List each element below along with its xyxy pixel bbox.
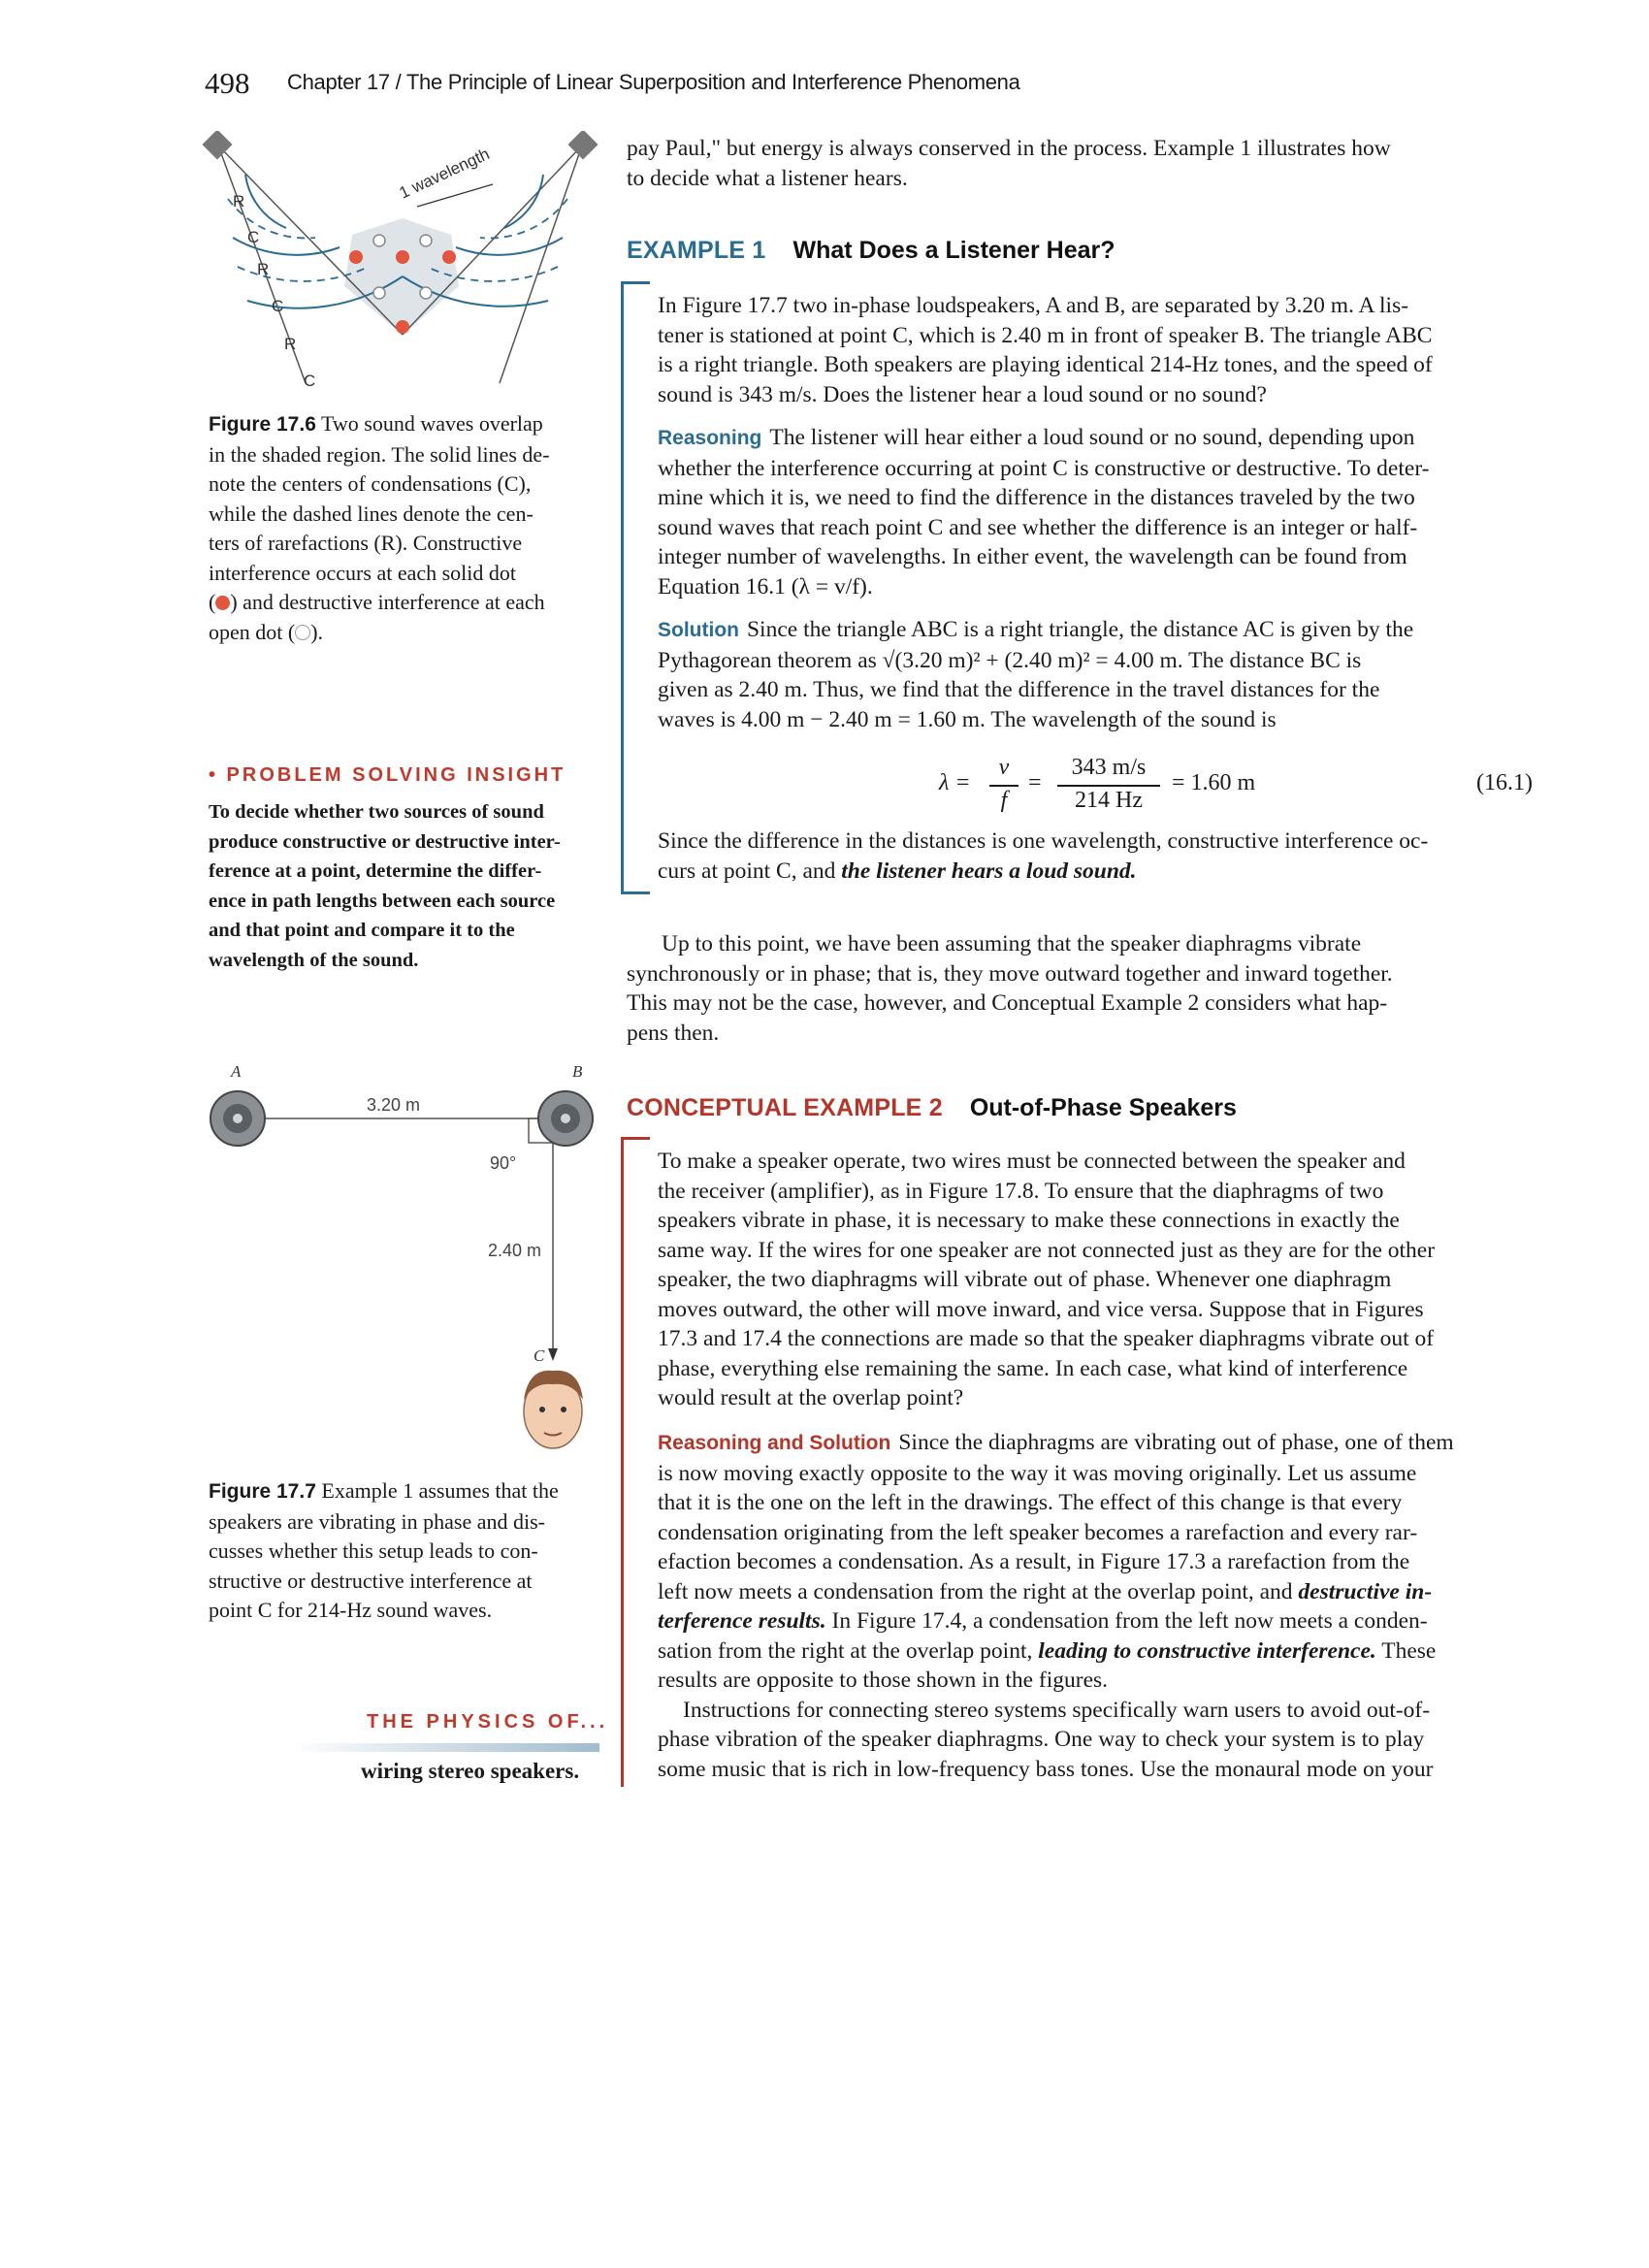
insight-line: ence in path lengths between each source — [209, 890, 556, 912]
caption-line: ) and destructive interference at each — [230, 590, 545, 614]
example2-rule-top — [621, 1137, 650, 1140]
text-line: some music that is rich in low-frequency bass tones. Use the monaural mode on your — [658, 1756, 1434, 1782]
label-c3: C — [304, 372, 316, 390]
text-line: pens then. — [627, 1020, 720, 1046]
eq-frac1-bar — [989, 785, 1018, 787]
label-r1: R — [233, 192, 245, 211]
speaker-b-icon — [538, 1091, 593, 1146]
text-line: phase, everything else remaining the same. In each case, what kind of interference — [658, 1355, 1408, 1381]
text-line: 17.3 and 17.4 the connections are made so that the speaker diaphragms vibrate out of — [658, 1326, 1435, 1351]
insight-line: ference at a point, determine the differ- — [209, 860, 542, 882]
example1-rule-top — [621, 281, 650, 284]
eq-lhs: λ = — [939, 770, 971, 795]
example2-label: CONCEPTUAL EXAMPLE 2 — [627, 1094, 943, 1121]
right-boundary — [500, 146, 582, 383]
insight-line: wavelength of the sound. — [209, 949, 419, 971]
text-line: Since the difference in the distances is one wavelength, constructive interference oc- — [658, 828, 1429, 854]
example1-problem — [658, 291, 1533, 409]
listener-face-icon — [524, 1371, 583, 1448]
insight-heading: • PROBLEM SOLVING INSIGHT — [209, 764, 566, 786]
equation-16-1 — [658, 751, 1533, 821]
text-line: phase vibration of the speaker diaphragms. One way to check your system is to play — [658, 1727, 1425, 1752]
eq-frac1-den: f — [1000, 788, 1008, 813]
text-line: synchronously or in phase; that is, they move outward together and inward together. — [627, 960, 1393, 987]
running-head: Chapter 17 / The Principle of Linear Superposition and Interference Phenomena — [287, 70, 1020, 94]
insight-line: To decide whether two sources of sound — [209, 801, 544, 823]
text-line: condensation originating from the left speaker becomes a rarefaction and every rar- — [658, 1519, 1418, 1545]
caption-end: ). — [310, 619, 324, 644]
caption-line: ters of rarefactions (R). Constructive — [209, 531, 523, 555]
text-line: These — [1381, 1637, 1437, 1664]
label-bc: 2.40 m — [488, 1241, 542, 1260]
text-line: sound is 343 m/s. Does the listener hear a loud sound or no sound? — [658, 381, 1267, 407]
eq-frac1-num: v — [998, 755, 1010, 780]
caption-line: point C for 214-Hz sound waves. — [209, 1598, 493, 1622]
text-line: The listener will hear either a loud sound or no sound, depending upon — [769, 425, 1415, 450]
text-line: the receiver (amplifier), as in Figure 17.8. To ensure that the diaphragms of two — [658, 1178, 1384, 1204]
label-r3: R — [284, 335, 297, 353]
eq-frac2-num: 343 m/s — [1071, 755, 1147, 780]
arrow-head — [548, 1348, 558, 1361]
text-line: sound waves that reach point C and see whether the difference is an integer or half- — [658, 514, 1418, 540]
text-line: In Figure 17.4, a condensation from the left now meets a conden- — [831, 1608, 1428, 1634]
text-line: efaction becomes a condensation. As a result, in Figure 17.3 a rarefaction from the — [658, 1549, 1410, 1574]
text-line: sation from the right at the overlap point, — [658, 1637, 1033, 1664]
speaker-a-icon — [210, 1091, 265, 1146]
text-line: In Figure 17.7 two in-phase loudspeakers, A and B, are separated by 3.20 m. A lis- — [658, 293, 1409, 318]
label-c1: C — [247, 228, 260, 246]
text-line: Up to this point, we have been assuming that the speaker diaphragms vibrate — [662, 931, 1362, 956]
label-ab: 3.20 m — [367, 1095, 421, 1115]
example1-heading — [627, 237, 1116, 265]
eq-result: = 1.60 m — [1172, 770, 1256, 795]
example1-solution — [658, 615, 1533, 734]
caption-line: while the dashed lines denote the cen- — [209, 501, 534, 526]
label-angle: 90° — [490, 1153, 517, 1173]
open-dot-icon — [295, 625, 310, 640]
insight-body — [209, 797, 597, 975]
example1-reasoning — [658, 423, 1533, 601]
text-line: results are opposite to those shown in the figures. — [658, 1668, 1109, 1693]
text-line: terference results. — [658, 1608, 826, 1634]
text-line: speakers vibrate in phase, it is necessary to make these connections in exactly the — [658, 1208, 1400, 1233]
example2-title: Out-of-Phase Speakers — [969, 1094, 1237, 1121]
text-line: Since the diaphragms are vibrating out of phase, one of them — [898, 1430, 1454, 1455]
caption-line: open dot ( — [209, 619, 296, 644]
reasoning-solution-label: Reasoning and Solution — [658, 1432, 891, 1454]
text-line: is now moving exactly opposite to the way it was moving originally. Let us assume — [658, 1460, 1417, 1486]
insight-line: and that point and compare it to the — [209, 920, 515, 941]
caption-line: note the centers of condensations (C), — [209, 471, 532, 496]
text-line: integer number of wavelengths. In either event, the wavelength can be found from — [658, 544, 1407, 569]
label-b: B — [572, 1062, 583, 1081]
insight-line: produce constructive or destructive inter- — [209, 830, 561, 853]
text-line: waves is 4.00 m − 2.40 m = 1.60 m. The wavelength of the sound is — [658, 706, 1277, 732]
caption-line: cusses whether this setup leads to con- — [209, 1539, 538, 1563]
emphasis-constructive: leading to constructive interference. — [1038, 1637, 1376, 1664]
text-line: moves outward, the other will move inward, and vice versa. Suppose that in Figures — [658, 1296, 1424, 1322]
caption-line: interference occurs at each solid dot — [209, 560, 517, 585]
eq-equals: = — [1028, 770, 1042, 795]
figure-17-7 — [199, 1053, 606, 1460]
label-c: C — [534, 1346, 545, 1365]
text-line: speaker, the two diaphragms will vibrate out of phase. Whenever one diaphragm — [658, 1267, 1392, 1292]
label-r2: R — [257, 260, 270, 278]
example2-reasoning-solution — [658, 1428, 1533, 1784]
text-line: would result at the overlap point? — [658, 1385, 964, 1410]
text-line: mine which it is, we need to find the difference in the distances traveled by the two — [658, 485, 1415, 510]
label-a: A — [231, 1062, 242, 1081]
caption-label: Figure 17.6 — [209, 413, 316, 436]
text-line: whether the interference occurring at point C is constructive or destructive. To deter- — [658, 455, 1430, 481]
example1-label: EXAMPLE 1 — [627, 237, 766, 264]
reasoning-label: Reasoning — [658, 427, 762, 449]
figure-17-6 — [199, 131, 606, 403]
conclusion-emphasis: the listener hears a loud sound. — [841, 858, 1137, 884]
text-line: Equation 16.1 (λ = v/f). — [658, 573, 873, 599]
text-line: that it is the one on the left in the drawings. The effect of this change is that every — [658, 1490, 1403, 1515]
text-line: Pythagorean theorem as √(3.20 m)² + (2.40 m)² = 4.00 m. The distance BC is — [658, 647, 1362, 673]
wavelength-label: 1 wavelength — [396, 145, 493, 203]
eq-frac2-bar — [1057, 785, 1160, 787]
text-line: Instructions for connecting stereo systems specifically warn users to avoid out-of- — [683, 1697, 1431, 1723]
example2-rule — [621, 1137, 624, 1787]
text-line: left now meets a condensation from the right at the overlap point, and — [658, 1578, 1293, 1604]
example1-title: What Does a Listener Hear? — [792, 237, 1116, 264]
text-line: curs at point C, and — [658, 858, 836, 884]
caption-label: Figure 17.7 — [209, 1480, 316, 1503]
example1-conclusion — [658, 826, 1533, 886]
page-number: 498 — [205, 66, 250, 100]
text-line: tener is stationed at point C, which is 2.40 m in front of speaker B. The triangle ABC — [658, 322, 1433, 348]
middle-paragraph — [627, 929, 1533, 1048]
label-c2: C — [272, 297, 284, 315]
example1-rule-bottom — [621, 891, 650, 894]
example2-problem — [658, 1147, 1533, 1413]
caption-line: in the shaded region. The solid lines de- — [209, 441, 550, 467]
physics-subject: wiring stereo speakers. — [361, 1759, 580, 1783]
figure-17-7-caption — [209, 1476, 597, 1626]
caption-paren: ( — [209, 590, 216, 614]
physics-bar — [291, 1743, 599, 1752]
caption-line: structive or destructive interference at — [209, 1568, 533, 1593]
caption-line: Example 1 assumes that the — [321, 1478, 559, 1503]
text-line: pay Paul," but energy is always conserved in the process. Example 1 illustrates how — [627, 136, 1391, 161]
text-line: is a right triangle. Both speakers are playing identical 214-Hz tones, and the speed of — [658, 352, 1433, 377]
physics-heading: THE PHYSICS OF... — [367, 1711, 609, 1733]
text-line: same way. If the wires for one speaker are not connected just as they are for the other — [658, 1237, 1436, 1263]
solid-dot-icon — [215, 596, 230, 610]
text-line: to decide what a listener hears. — [627, 165, 908, 191]
text-line: Since the triangle ABC is a right triangle, the distance AC is given by the — [746, 617, 1414, 642]
figure-17-6-caption — [209, 409, 597, 647]
text-line: This may not be the case, however, and Conceptual Example 2 considers what hap- — [627, 990, 1388, 1016]
emphasis-destructive: destructive in- — [1298, 1578, 1433, 1604]
caption-line: Two sound waves overlap — [321, 411, 543, 436]
caption-line: speakers are vibrating in phase and dis- — [209, 1508, 545, 1534]
eq-frac2-den: 214 Hz — [1075, 788, 1143, 813]
eq-number: (16.1) — [1476, 770, 1533, 795]
solution-label: Solution — [658, 619, 739, 641]
text-line: given as 2.40 m. Thus, we find that the difference in the travel distances for the — [658, 677, 1380, 702]
text-line: To make a speaker operate, two wires must be connected between the speaker and — [658, 1149, 1406, 1174]
example2-heading — [627, 1094, 1237, 1122]
example1-rule — [621, 281, 624, 894]
intro-paragraph — [627, 134, 1533, 193]
